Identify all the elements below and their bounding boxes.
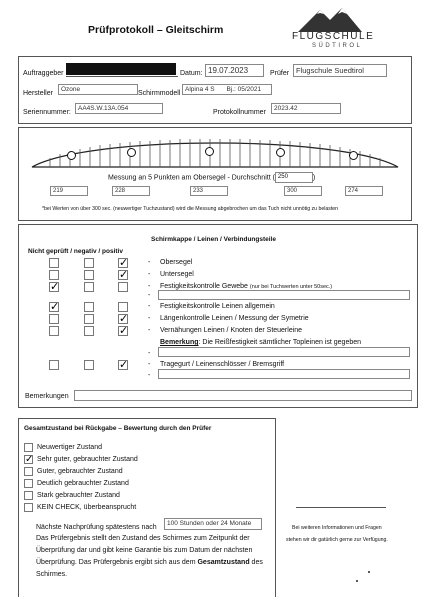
check-leinen-positiv[interactable] <box>118 302 128 312</box>
measure-point-2-icon <box>127 148 136 157</box>
option-neuwertig-label: Neuwertiger Zustand <box>37 444 102 451</box>
check-gewebe-nicht[interactable]: ✓ <box>50 281 60 293</box>
option-sehr-gut-label: Sehr guter, gebrauchter Zustand <box>37 456 138 463</box>
check-obersegel-nicht[interactable] <box>49 258 59 268</box>
check-label-gewebe <box>160 283 332 290</box>
option-gut-checkbox[interactable] <box>24 467 33 476</box>
check-laenge-positiv[interactable]: ✓ <box>119 313 129 325</box>
dash: - <box>148 315 151 322</box>
check-untersegel-negativ[interactable] <box>84 270 94 280</box>
wing-outline-icon <box>30 131 400 169</box>
logo <box>290 4 380 52</box>
hersteller-label: Hersteller <box>23 90 53 97</box>
check-label-tragegurt: Tragegurt / Leinenschlösser / Bremsgriff <box>160 361 285 368</box>
hersteller-field[interactable]: Ozone <box>58 84 138 95</box>
average-field[interactable]: 250 <box>275 172 313 183</box>
option-deutlich-checkbox[interactable] <box>24 479 33 488</box>
check-label-untersegel: Untersegel <box>160 271 194 278</box>
measure-point-3-icon <box>205 147 214 156</box>
dash: - <box>148 283 151 290</box>
dot-mark <box>356 580 358 582</box>
measure-value-5[interactable]: 274 <box>345 186 383 196</box>
dash: - <box>148 303 151 310</box>
option-kein-check-label: KEIN CHECK, überbeansprucht <box>37 504 137 511</box>
option-deutlich-label: Deutlich gebrauchter Zustand <box>37 480 129 487</box>
remarks-label: Bemerkungen <box>25 393 69 400</box>
check-laenge-negativ[interactable] <box>84 314 94 324</box>
dash: - <box>148 372 151 379</box>
schirmmodell-field[interactable] <box>182 84 272 95</box>
dash: - <box>148 271 151 278</box>
checks-section-title: Schirmkappe / Leinen / Verbindungsteile <box>151 236 276 243</box>
check-vernaehung-positiv[interactable]: ✓ <box>119 325 129 337</box>
check-tragegurt-nicht[interactable] <box>49 360 59 370</box>
overall-title: Gesamtzustand bei Rückgabe – Bewertung durch den Prüfer <box>24 425 212 432</box>
datum-field[interactable]: 19.07.2023 <box>205 64 264 77</box>
page-title: Prüfprotokoll – Gleitschirm <box>88 24 224 36</box>
side-info-line-2: stehen wir dir gatürlich gerne zur Verfügung. <box>286 537 388 543</box>
disclaimer-line-1: Das Prüfergebnis stellt den Zustand des Schirmes zum Zeitpunkt der <box>36 535 250 542</box>
option-kein-check-checkbox[interactable] <box>24 503 33 512</box>
bemerkung-label: Bemerkung <box>160 339 199 346</box>
measurement-note: *bei Werten von über 300 sec. (neuwertiger Tuchzustand) wird die Messung abgebrochen um das Tuch nicht unnötig zu belasten <box>42 206 339 212</box>
measurement-caption-end: ) <box>312 174 316 182</box>
schirmmodell-value: Alpina 4 S <box>185 86 215 93</box>
side-info-line-1: Bei weiteren Informationen und Fragen <box>292 525 382 531</box>
check-vernaehung-negativ[interactable] <box>84 326 94 336</box>
logo-main-text: FLUGSCHULE <box>292 31 375 42</box>
dash: - <box>148 292 151 299</box>
seriennummer-label: Seriennummer: <box>23 109 71 116</box>
check-obersegel-positiv[interactable]: ✓ <box>119 257 129 269</box>
option-stark-label: Stark gebrauchter Zustand <box>37 492 120 499</box>
redacted-auftraggeber <box>66 63 176 75</box>
remarks-field[interactable] <box>74 390 412 401</box>
check-gewebe-positiv[interactable] <box>118 282 128 292</box>
check-leinen-nicht[interactable]: ✓ <box>50 301 60 313</box>
signature-line <box>296 507 386 508</box>
auftraggeber-label: Auftraggeber <box>23 70 64 77</box>
check-untersegel-positiv[interactable]: ✓ <box>119 269 129 281</box>
check-label-gewebe-note: (nur bei Tuchwerten unter 50sec.) <box>249 284 333 290</box>
pruefer-label: Prüfer <box>270 70 290 77</box>
disclaimer-line-3 <box>36 559 263 566</box>
disclaimer-line-2: Überprüfung dar und gibt keine Garantie bis zum Datum der nächsten <box>36 547 253 554</box>
schirmmodell-label: Schirmmodell <box>138 90 181 97</box>
datum-label: Datum: <box>180 70 203 77</box>
disclaimer-bold: Gesamtzustand <box>197 559 250 566</box>
option-sehr-gut-checkbox[interactable]: ✓ <box>25 454 34 465</box>
check-untersegel-nicht[interactable] <box>49 270 59 280</box>
bemerkung-field[interactable] <box>158 347 410 357</box>
option-stark-checkbox[interactable] <box>24 491 33 500</box>
measure-value-4[interactable]: 300 <box>284 186 322 196</box>
tragegurt-remark-field[interactable] <box>158 369 410 379</box>
dash: - <box>148 259 151 266</box>
measure-point-1-icon <box>67 151 76 160</box>
check-label-gewebe-text: Festigkeitskontrolle Gewebe <box>160 283 248 290</box>
check-label-leinen: Festigkeitskontrolle Leinen allgemein <box>160 303 275 310</box>
next-check-field[interactable]: 100 Stunden oder 24 Monate <box>164 518 262 530</box>
bemerkung-text: : Die Reißfestigkeit sämtlicher Topleinen ist gegeben <box>198 339 362 346</box>
measurement-caption-text: Messung an 5 Punkten am Obersegel - Durchschnitt ( <box>108 174 275 182</box>
check-label-laenge: Längenkontrolle Leinen / Messung der Symetrie <box>160 315 309 322</box>
pruefer-field[interactable]: Flugschule Suedtirol <box>293 64 387 77</box>
disclaimer-line-3-text: Überprüfung. Das Prüfergebnis ergibt sich aus dem <box>36 559 196 566</box>
check-tragegurt-positiv[interactable]: ✓ <box>119 359 129 371</box>
gewebe-remark-field[interactable] <box>158 290 410 300</box>
check-laenge-nicht[interactable] <box>49 314 59 324</box>
check-label-vernaehung: Vernähungen Leinen / Knoten der Steuerleine <box>160 327 303 334</box>
protokollnummer-field[interactable]: 2023.42 <box>271 103 341 114</box>
check-leinen-negativ[interactable] <box>84 302 94 312</box>
dot-mark <box>368 571 370 573</box>
baujahr-value: Bj.: 05/2021 <box>226 86 262 93</box>
measure-point-5-icon <box>349 151 358 160</box>
measure-value-2[interactable]: 228 <box>112 186 150 196</box>
measure-value-3[interactable]: 233 <box>190 186 228 196</box>
option-neuwertig-checkbox[interactable] <box>24 443 33 452</box>
measurement-caption <box>108 172 315 183</box>
protokollnummer-label: Protokollnummer <box>213 109 266 116</box>
check-gewebe-negativ[interactable] <box>84 282 94 292</box>
mountain-logo-icon <box>290 4 380 34</box>
measure-value-1[interactable]: 219 <box>50 186 88 196</box>
check-vernaehung-nicht[interactable] <box>49 326 59 336</box>
checks-column-header: Nicht geprüft / negativ / positiv <box>28 248 123 255</box>
check-tragegurt-negativ[interactable] <box>84 360 94 370</box>
disclaimer-line-3-end: des <box>249 559 263 566</box>
dash: - <box>148 327 151 334</box>
dash: - <box>148 361 151 368</box>
option-gut-label: Guter, gebrauchter Zustand <box>37 468 123 475</box>
logo-sub-text: SÜDTIROL <box>312 43 363 49</box>
check-obersegel-negativ[interactable] <box>84 258 94 268</box>
auftraggeber-line <box>66 76 178 77</box>
measure-point-4-icon <box>276 148 285 157</box>
check-label-obersegel: Obersegel <box>160 259 193 266</box>
bemerkung-line <box>160 339 361 346</box>
disclaimer-line-4: Schirmes. <box>36 571 68 578</box>
dash: - <box>148 350 151 357</box>
seriennummer-field[interactable]: AA4S.W.13A.054 <box>75 103 163 114</box>
next-check-label: Nächste Nachprüfung spätestens nach <box>36 524 157 531</box>
